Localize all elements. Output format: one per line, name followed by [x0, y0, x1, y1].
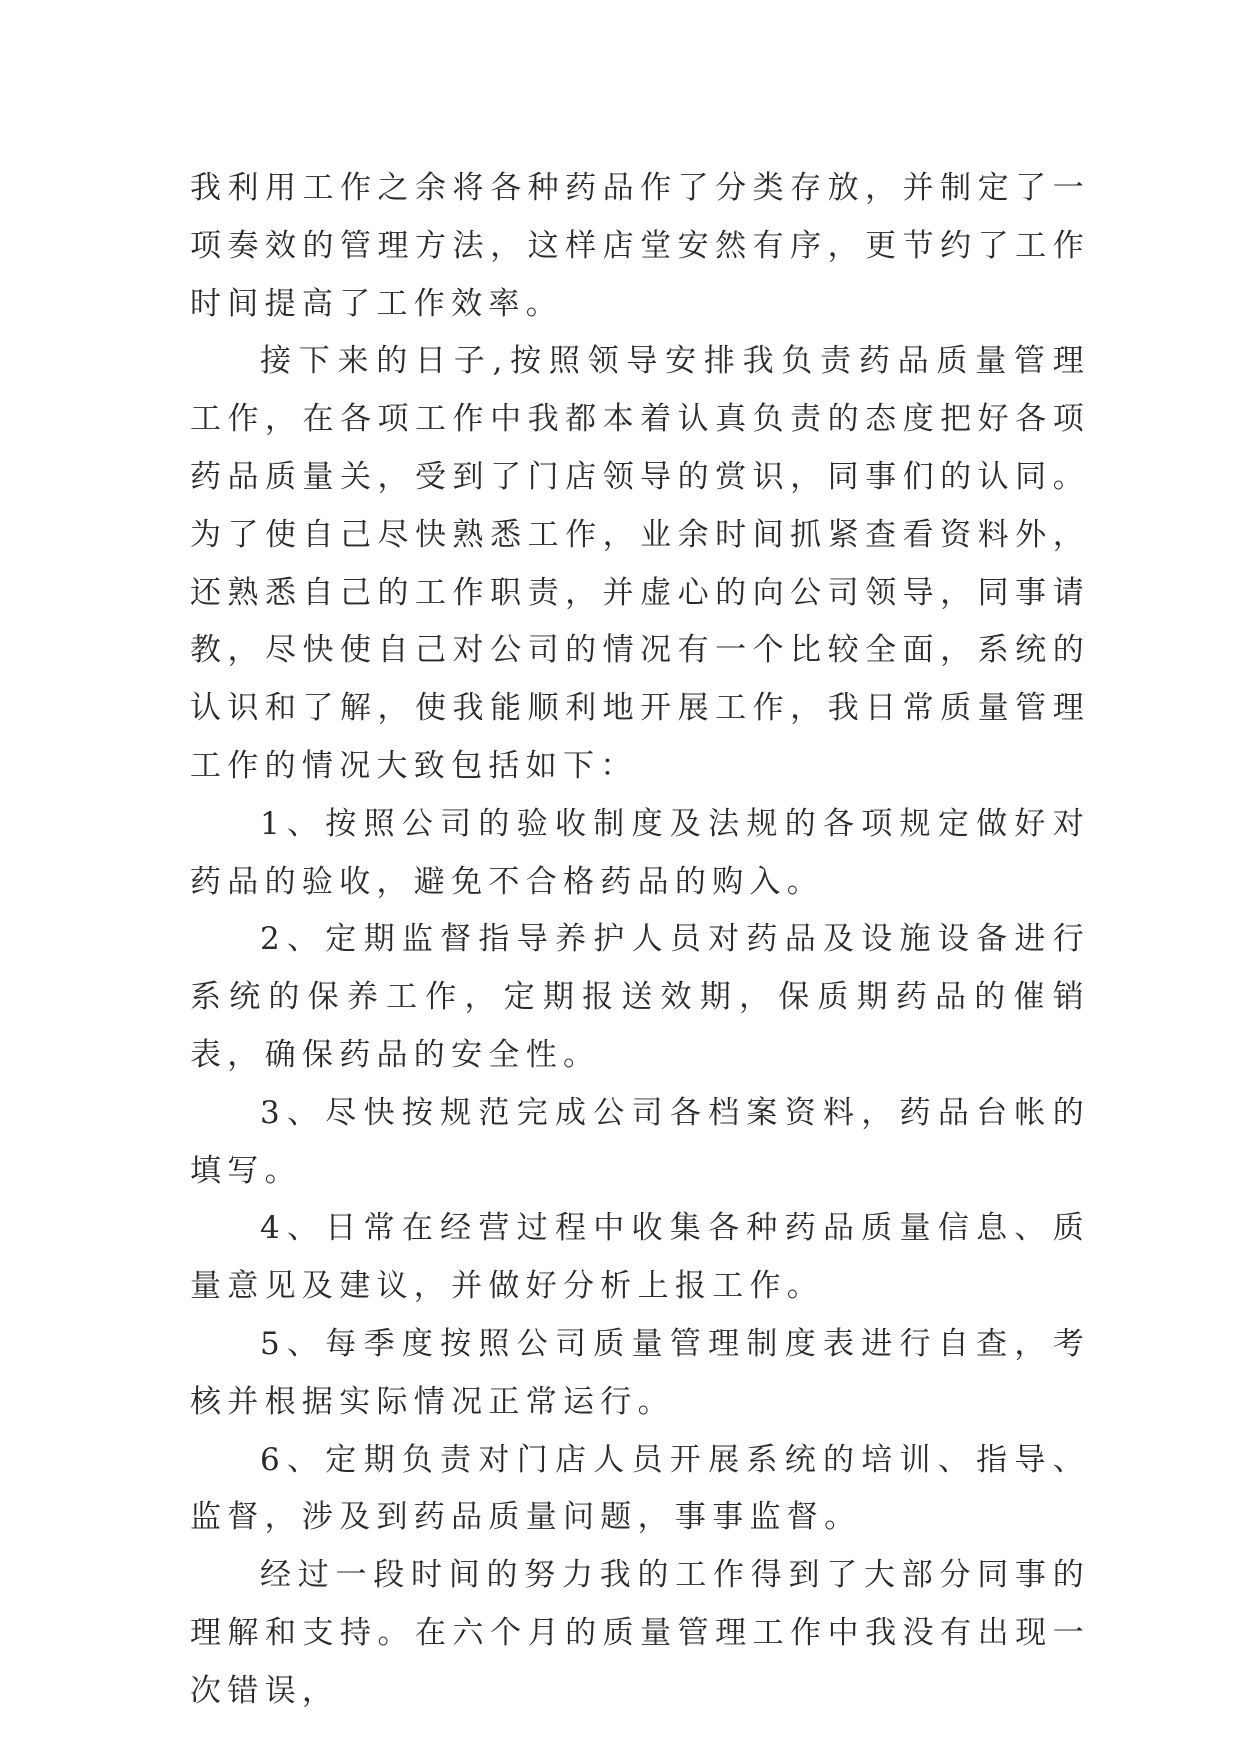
paragraph-item-4: 4、日常在经营过程中收集各种药品质量信息、质量意见及建议，并做好分析上报工作。: [190, 1210, 1090, 1305]
paragraph-2: 接下来的日子,按照领导安排我负责药品质量管理工作，在各项工作中我都本着认真负责的态度把好各项药品质量关，受到了门店领导的赏识，同事们的认同。为了使自己尽快熟悉工作，业余时间抓紧查看资料外，还熟悉自己的工作职责，并虚心的向公司领导，同事请教，尽快使自己对公司的情况有一个比较全面，系统的认识和了解，使我能顺利地开展工作，我日常质量管理工作的情况大致包括如下：: [190, 343, 1090, 784]
paragraph-item-6: 6、定期负责对门店人员开展系统的培训、指导、监督，涉及到药品质量问题，事事监督。: [190, 1441, 1090, 1536]
paragraph-item-3: 3、尽快按规范完成公司各档案资料，药品台帐的填写。: [190, 1094, 1090, 1189]
paragraph-item-1: 1、按照公司的验收制度及法规的各项规定做好对药品的验收，避免不合格药品的购入。: [190, 805, 1090, 900]
paragraph-item-5: 5、每季度按照公司质量管理制度表进行自查，考核并根据实际情况正常运行。: [190, 1325, 1090, 1420]
document-body: [190, 160, 1090, 1721]
paragraph-final: 经过一段时间的努力我的工作得到了大部分同事的理解和支持。在六个月的质量管理工作中我没有出现一次错误，: [190, 1557, 1090, 1709]
paragraph-1: 我利用工作之余将各种药品作了分类存放，并制定了一项奏效的管理方法，这样店堂安然有序，更节约了工作时间提高了工作效率。: [190, 170, 1090, 322]
paragraph-item-2: 2、定期监督指导养护人员对药品及设施设备进行系统的保养工作，定期报送效期，保质期药品的催销表，确保药品的安全性。: [190, 921, 1090, 1073]
